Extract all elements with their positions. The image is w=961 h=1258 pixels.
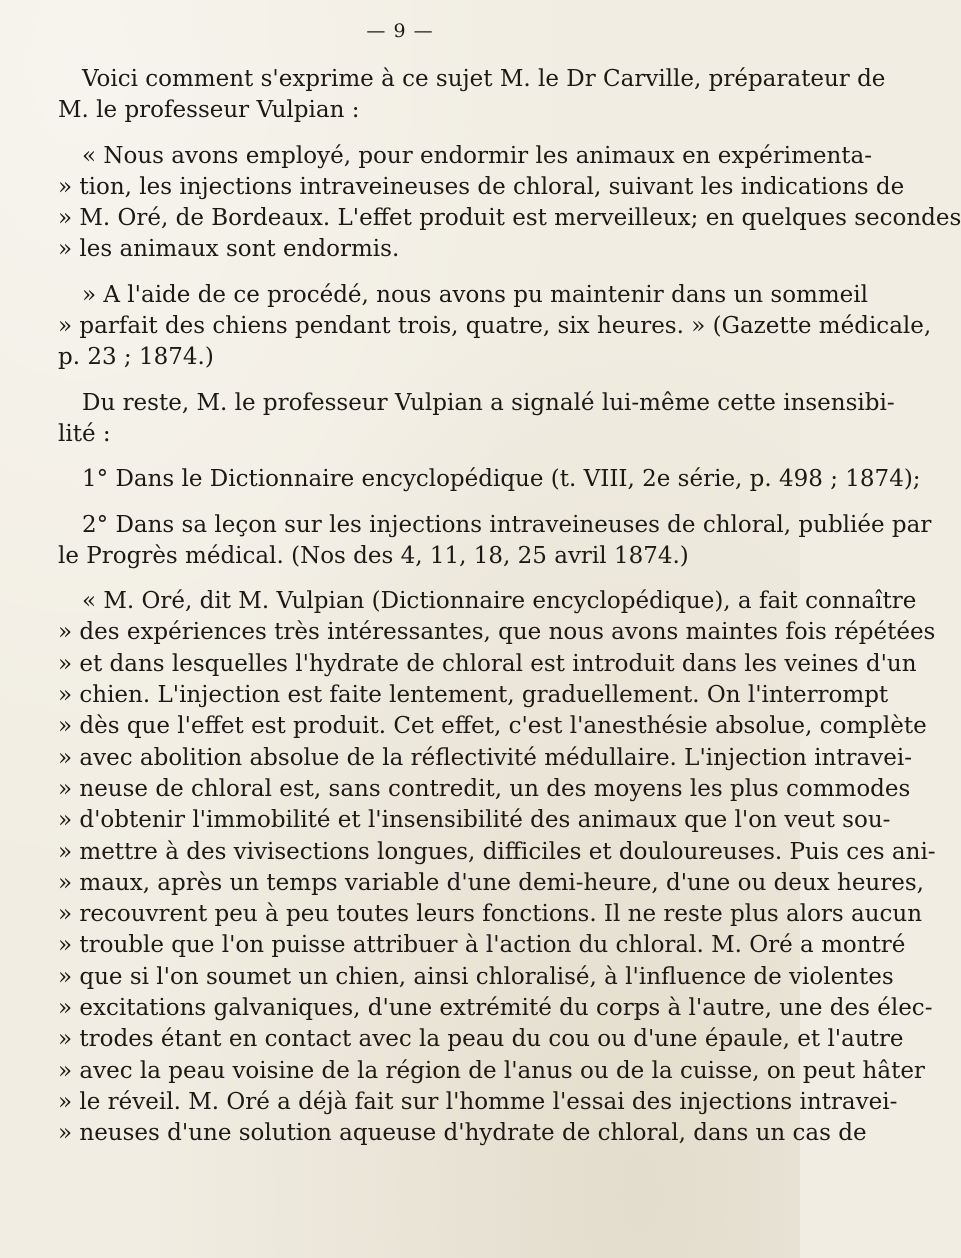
- text-line: » parfait des chiens pendant trois, quatre, six heures. » (Gazette médicale,: [58, 313, 932, 340]
- text-line: lité :: [58, 420, 111, 447]
- text-line: » les animaux sont endormis.: [58, 236, 400, 263]
- paragraph-vulpian-note: [58, 388, 895, 451]
- text-line: » tion, les injections intraveineuses de chloral, suivant les indications de: [58, 173, 905, 200]
- page-body: [58, 64, 961, 1150]
- text-line: » avec la peau voisine de la région de l'anus ou de la cuisse, on peut hâter: [58, 1057, 925, 1084]
- paragraph-intro: [58, 64, 886, 127]
- paragraph-gap: [58, 450, 770, 464]
- text-line: » maux, après un temps variable d'une demi-heure, d'une ou deux heures,: [58, 869, 924, 896]
- paragraph-quote-carville-2: [58, 280, 932, 374]
- text-line: « Nous avons employé, pour endormir les animaux en expérimenta-: [82, 142, 873, 169]
- text-line: » le réveil. M. Oré a déjà fait sur l'homme l'essai des injections intravei-: [58, 1088, 898, 1115]
- text-line: » A l'aide de ce procédé, nous avons pu maintenir dans un sommeil: [82, 281, 868, 308]
- paragraph-gap: [58, 374, 770, 388]
- text-line: » et dans lesquelles l'hydrate de chloral est introduit dans les veines d'un: [58, 650, 917, 677]
- text-line: » d'obtenir l'immobilité et l'insensibilité des animaux que l'on veut sou-: [58, 807, 891, 834]
- text-line: M. le professeur Vulpian :: [58, 97, 360, 124]
- text-line: p. 23 ; 1874.): [58, 344, 214, 371]
- text-line: » chien. L'injection est faite lentement, graduellement. On l'interrompt: [58, 682, 889, 709]
- paragraph-quote-vulpian: [58, 586, 936, 1149]
- text-line: » trouble que l'on puisse attribuer à l'action du chloral. M. Oré a montré: [58, 932, 906, 959]
- paragraph-gap: [58, 266, 770, 280]
- paragraph-quote-carville-1: [58, 141, 961, 266]
- text-line: » M. Oré, de Bordeaux. L'effet produit est merveilleux; en quelques secondes: [58, 205, 961, 232]
- text-line: » trodes étant en contact avec la peau du cou ou d'une épaule, et l'autre: [58, 1026, 904, 1053]
- text-line: » mettre à des vivisections longues, difficiles et douloureuses. Puis ces ani-: [58, 838, 936, 865]
- text-line: » excitations galvaniques, d'une extrémité du corps à l'autre, une des élec-: [58, 995, 933, 1022]
- paragraph-gap: [58, 496, 770, 510]
- text-line: » dès que l'effet est produit. Cet effet, c'est l'anesthésie absolue, complète: [58, 713, 927, 740]
- text-line: » neuses d'une solution aqueuse d'hydrate de chloral, dans un cas de: [58, 1120, 867, 1147]
- page-number: — 9 —: [366, 20, 434, 42]
- paragraph-gap: [58, 127, 770, 141]
- text-line: » que si l'on soumet un chien, ainsi chloralisé, à l'influence de violentes: [58, 963, 894, 990]
- text-line: « M. Oré, dit M. Vulpian (Dictionnaire encyclopédique), a fait connaître: [82, 588, 917, 615]
- text-line: » avec abolition absolue de la réflectivité médullaire. L'injection intravei-: [58, 744, 912, 771]
- text-line: Du reste, M. le professeur Vulpian a signalé lui-même cette insensibi-: [82, 389, 895, 416]
- paragraph-gap: [58, 572, 770, 586]
- text-line: 1° Dans le Dictionnaire encyclopédique (t. VIII, 2e série, p. 498 ; 1874);: [82, 466, 921, 493]
- text-line: 2° Dans sa leçon sur les injections intraveineuses de chloral, publiée par: [82, 511, 932, 538]
- paragraph-reference-2: [58, 510, 932, 573]
- text-line: » neuse de chloral est, sans contredit, un des moyens les plus commodes: [58, 775, 911, 802]
- text-line: Voici comment s'exprime à ce sujet M. le Dr Carville, préparateur de: [82, 66, 886, 92]
- text-line: » des expériences très intéressantes, que nous avons maintes fois répétées: [58, 619, 936, 646]
- paragraph-reference-1: [58, 464, 921, 495]
- text-line: le Progrès médical. (Nos des 4, 11, 18, 25 avril 1874.): [58, 542, 689, 569]
- text-line: » recouvrent peu à peu toutes leurs fonctions. Il ne reste plus alors aucun: [58, 901, 923, 928]
